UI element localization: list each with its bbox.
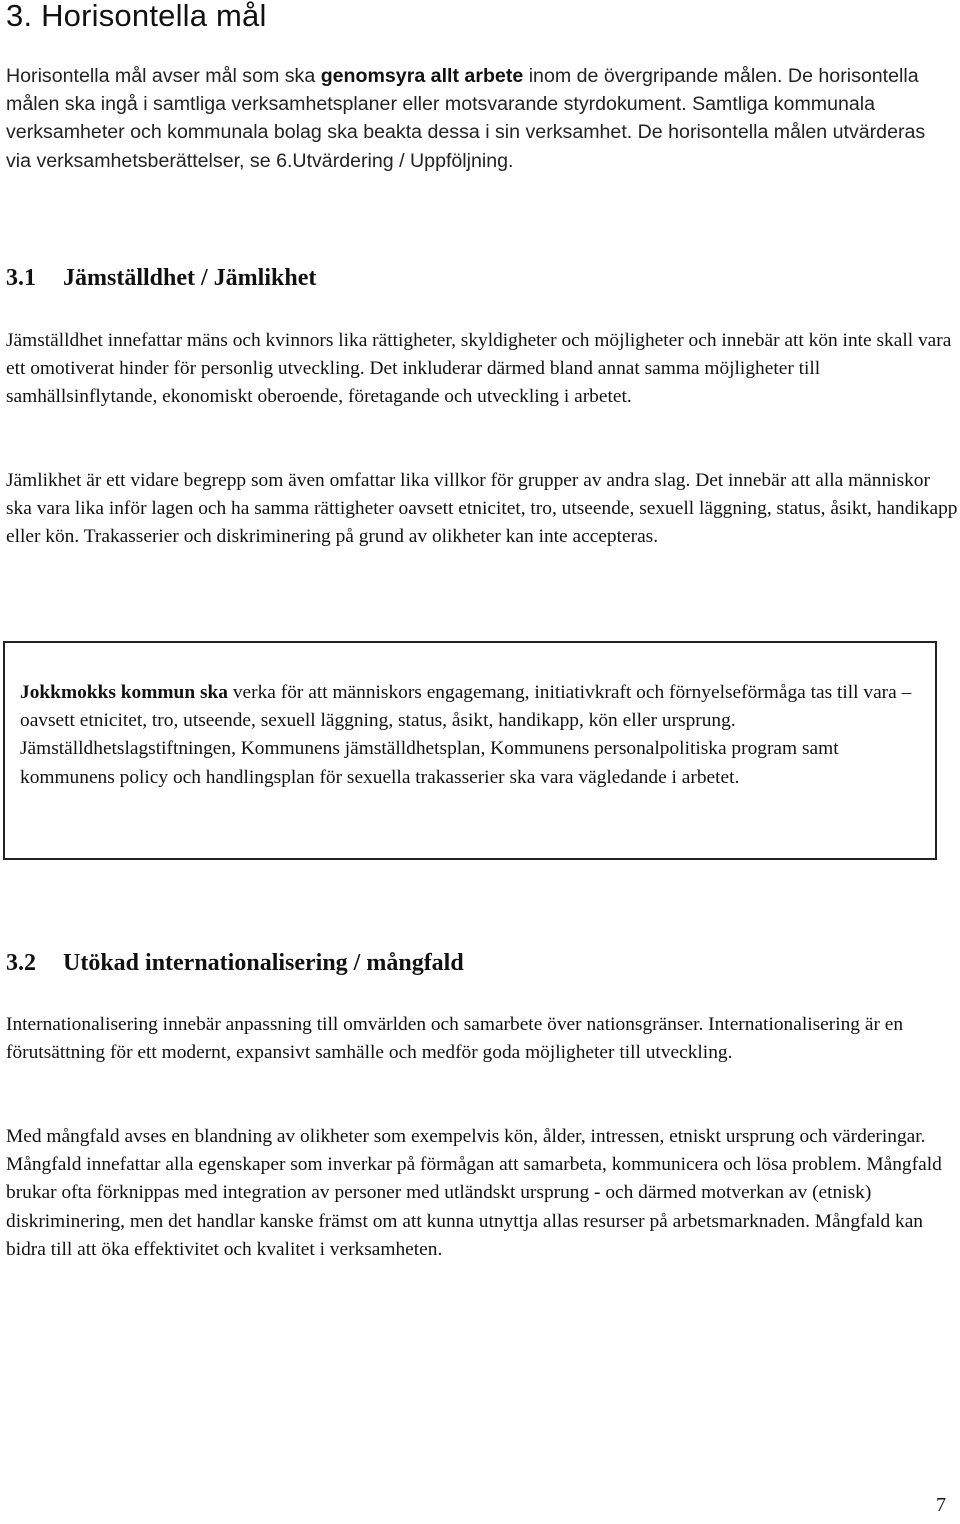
section-3-1-paragraph-1: Jämställdhet innefattar mäns och kvinnors lika rättigheter, skyldigheter och möjligheter och innebär att kön inte skall vara ett omotiverat hinder för personlig utveckling. Det inkluderar därmed bland annat samma möjligheter till samhällsinflytande, ekonomiskt oberoende, företagande och utveckling i arbetet. — [6, 330, 952, 408]
section-3-2-paragraph-1: Internationalisering innebär anpassning till omvärlden och samarbete över nationsgränser. Internationalisering är en förutsättning för ett modernt, expansivt samhälle och medför goda möjligheter till utveckling. — [6, 1014, 904, 1064]
section-3-1-title: Jämställdhet / Jämlikhet — [63, 265, 317, 291]
goal-box-subject: Jokkmokks kommun ska — [20, 682, 228, 703]
intro-emphasis: genomsyra allt arbete — [320, 65, 524, 87]
page-title — [6, 0, 267, 36]
intro-paragraph — [6, 62, 954, 175]
page-number: 7 — [936, 1494, 946, 1516]
intro-text-start: Horisontella mål avser mål som ska — [6, 65, 321, 87]
goal-box-body: verka för att människors engagemang, initiativkraft och förnyelseförmåga tas till vara – oavsett etnicitet, tro, utseende, sexuell läggning, status, åsikt, handikapp, kön eller ursprung. Jämställdhetslagstiftningen, Kommunens jämställdhetsplan, Kommunens personalpolitiska program samt kommunens policy och handlingsplan för sexuella trakasserier ska vara vägledande i arbetet. — [20, 682, 912, 788]
section-title: Horisontella mål — [41, 0, 267, 33]
section-3-2-heading — [6, 948, 464, 978]
section-3-2-paragraph-2: Med mångfald avses en blandning av olikheter som exempelvis kön, ålder, intressen, etniskt ursprung och värderingar. Mångfald innefattar alla egenskaper som inverkar på förmågan att samarbeta, kommunicera och lösa problem. Mångfald brukar ofta förknippas med integration av personer med utländskt ursprung - och därmed motverkan av (etnisk) diskriminering, men det handlar kanske främst om att kunna utnyttja allas resurser på arbetsmarknaden. Mångfald kan bidra till att öka effektivitet och kvalitet i verksamheten. — [6, 1126, 942, 1260]
section-number: 3. — [6, 0, 33, 33]
section-3-1-paragraph-2: Jämlikhet är ett vidare begrepp som även omfattar lika villkor för grupper av andra slag. Det innebär att alla människor ska vara lika inför lagen och ha samma rättigheter oavsett etnicitet, tro, utseende, sexuell läggning, status, åsikt, handikapp eller kön. Trakasserier och diskriminering på grund av olikheter kan inte accepteras. — [6, 470, 958, 548]
section-3-2-number: 3.2 — [6, 950, 36, 976]
section-3-1-number: 3.1 — [6, 265, 36, 291]
section-3-1-heading — [6, 263, 316, 293]
section-3-2-title: Utökad internationalisering / mångfald — [63, 950, 464, 976]
goal-box-text — [20, 679, 920, 792]
intro-text-end: inom de övergripande målen. De horisontella målen ska ingå i samtliga verksamhetsplaner eller motsvarande styrdokument. Samtliga kommunala verksamheter och kommunala bolag ska beakta dessa i sin verksamhet. De horisontella målen utvärderas via verksamhetsberättelser, se 6.Utvärdering / Uppföljning. — [6, 65, 926, 172]
goal-box — [3, 641, 937, 860]
